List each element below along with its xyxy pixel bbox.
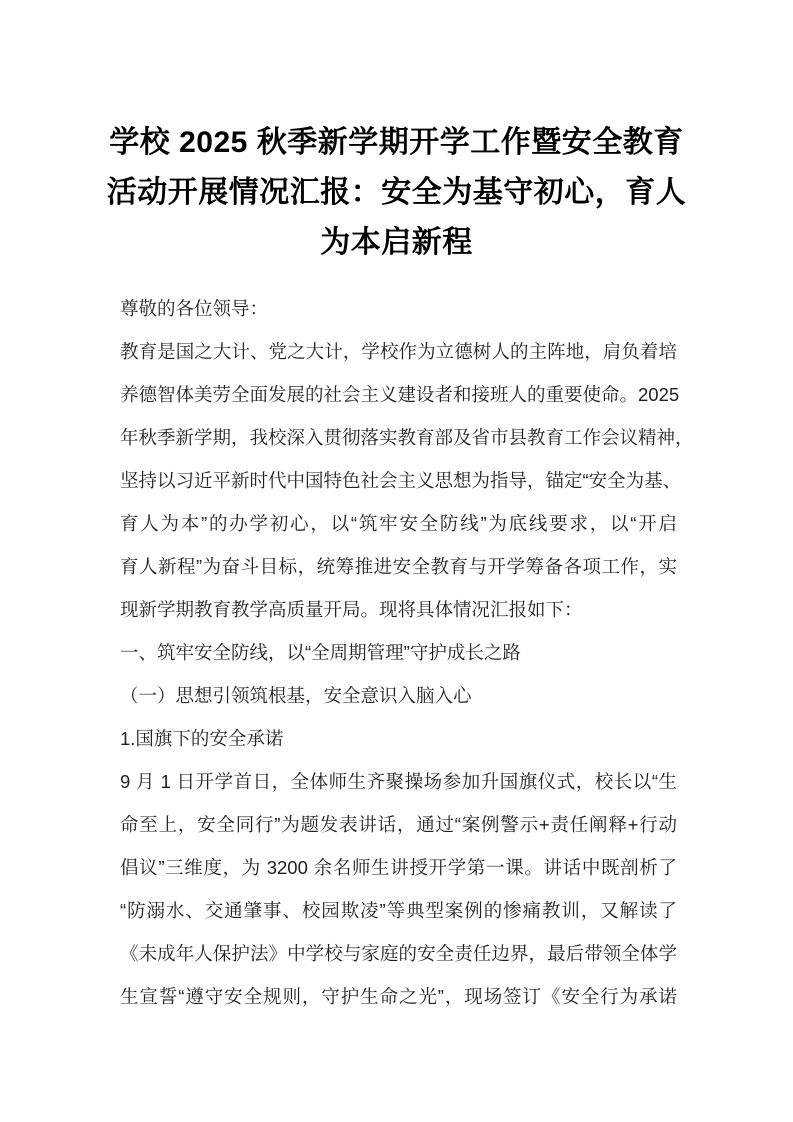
intro-paragraph-line-3: 年秋季新学期，我校深入贯彻落实教育部及省市县教育工作会议精神， xyxy=(120,427,694,448)
intro-paragraph-line-6: 育人新程”为奋斗目标，统筹推进安全教育与开学筹备各项工作，实 xyxy=(120,556,677,577)
item-paragraph-line-3: 倡议”三维度，为 3200 余名师生讲授开学第一课。讲话中既剖析了 xyxy=(120,857,677,878)
document-title xyxy=(0,118,793,268)
title-line-2: 活动开展情况汇报：安全为基守初心，育人 xyxy=(106,176,687,209)
intro-paragraph-line-7: 现新学期教育教学高质量开局。现将具体情况汇报如下： xyxy=(120,599,583,620)
item-paragraph-line-4: “防溺水、交通肇事、校园欺凌”等典型案例的惨痛教训，又解读了 xyxy=(120,900,677,921)
item-paragraph-line-1: 9 月 1 日开学首日，全体师生齐聚操场参加升国旗仪式，校长以“生 xyxy=(120,771,677,792)
document-body xyxy=(120,287,694,1018)
intro-paragraph-line-1: 教育是国之大计、党之大计，学校作为立德树人的主阵地，肩负着培 xyxy=(120,341,677,362)
title-line-3: 为本启新程 xyxy=(320,226,473,259)
section-heading-1: 一、筑牢安全防线，以“全周期管理”守护成长之路 xyxy=(120,642,521,663)
intro-paragraph-line-5: 育人为本”的办学初心，以“筑牢安全防线”为底线要求，以“开启 xyxy=(120,513,677,534)
item-paragraph-line-6: 生宣誓“遵守安全规则，守护生命之光”，现场签订《安全行为承诺 xyxy=(120,986,677,1007)
item-paragraph-line-5: 《未成年人保护法》中学校与家庭的安全责任边界，最后带领全体学 xyxy=(120,943,677,964)
salutation-line: 尊敬的各位领导： xyxy=(120,298,269,319)
item-heading-1: 1.国旗下的安全承诺 xyxy=(120,728,284,749)
title-line-1: 学校 2025 秋季新学期开学工作暨安全教育 xyxy=(109,126,684,159)
subsection-heading-1-1: （一）思想引领筑根基，安全意识入脑入心 xyxy=(120,685,472,706)
intro-paragraph-line-2: 养德智体美劳全面发展的社会主义建设者和接班人的重要使命。2025 xyxy=(120,384,680,405)
intro-paragraph-line-4: 坚持以习近平新时代中国特色社会主义思想为指导，锚定“安全为基、 xyxy=(120,470,682,491)
item-paragraph-line-2: 命至上，安全同行”为题发表讲话，通过“案例警示+责任阐释+行动 xyxy=(120,814,677,835)
